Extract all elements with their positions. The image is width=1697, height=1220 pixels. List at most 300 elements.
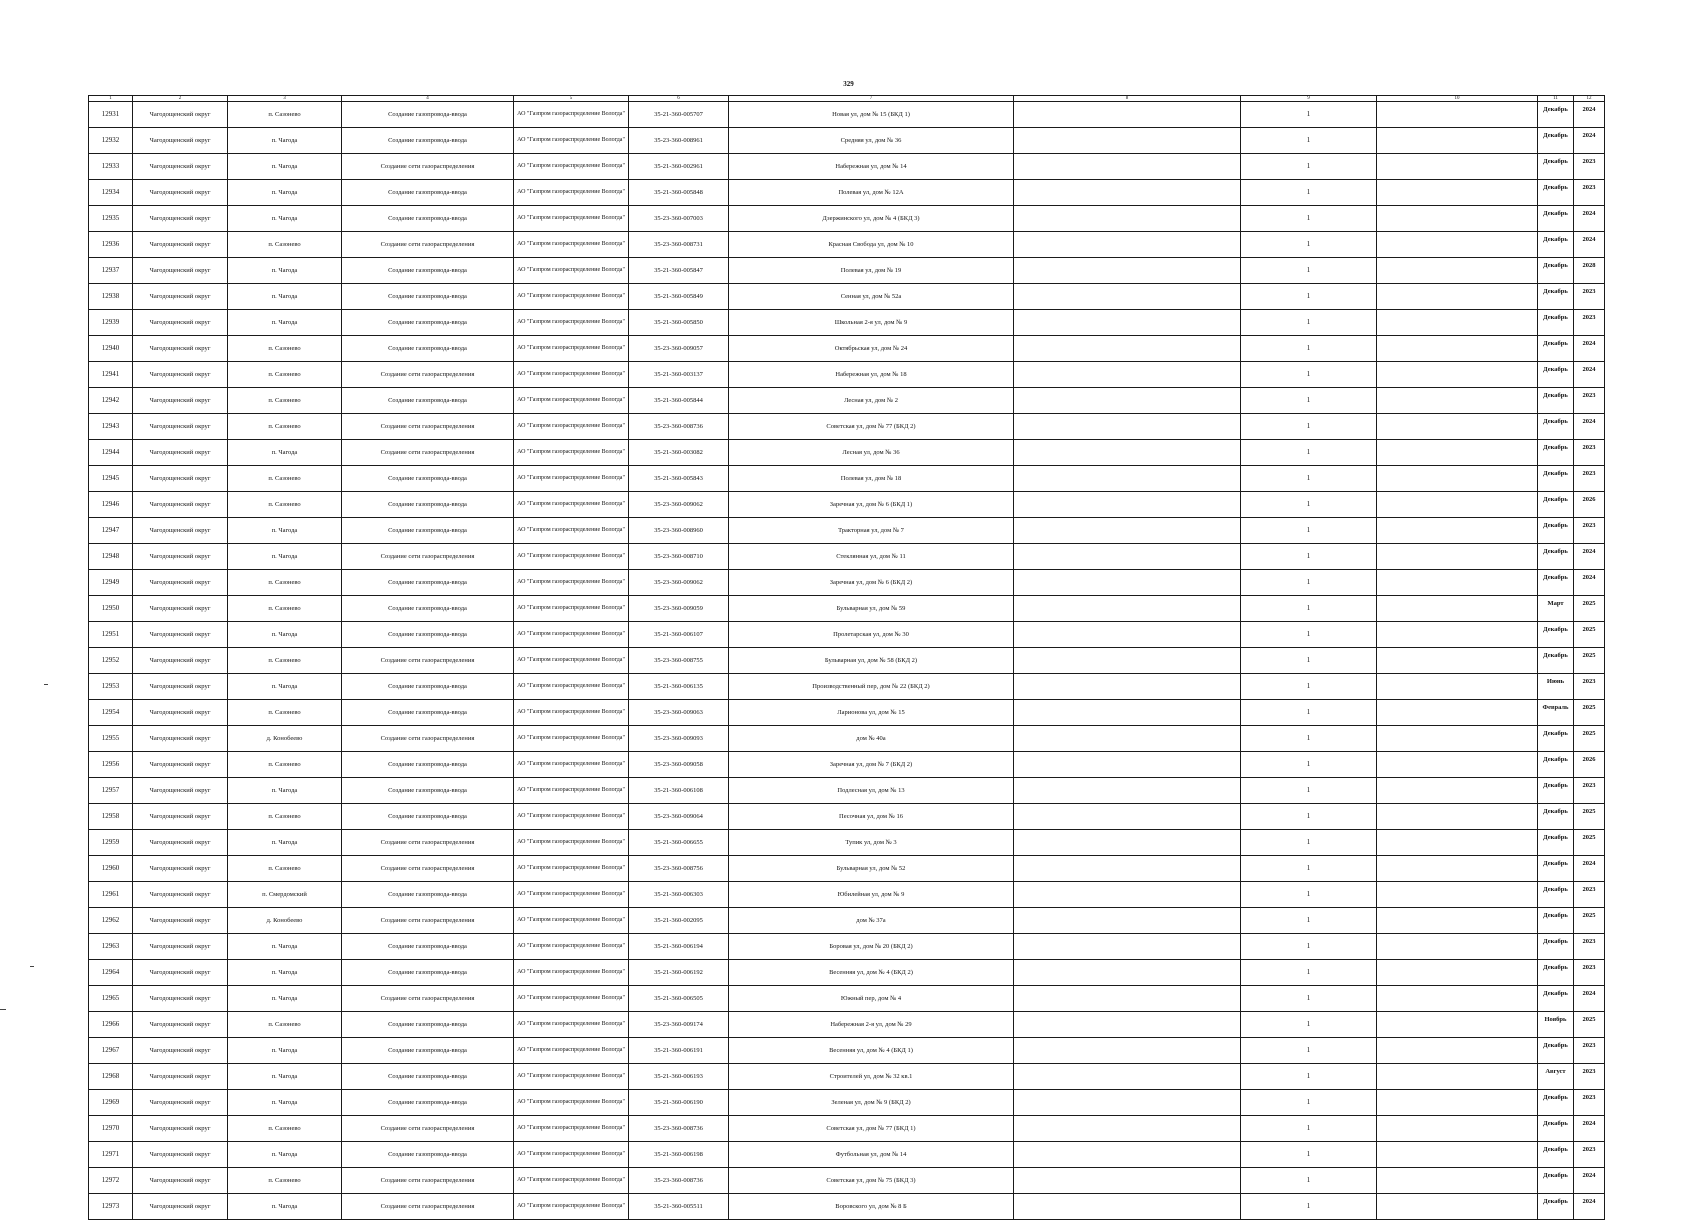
month-cell: Декабрь xyxy=(1538,986,1574,1012)
year-cell: 2023 xyxy=(1574,1064,1605,1090)
district-cell: Чагодощенский округ xyxy=(133,518,228,544)
column-8-cell xyxy=(1014,1012,1241,1038)
year-cell: 2026 xyxy=(1574,492,1605,518)
year-cell: 2024 xyxy=(1574,232,1605,258)
year-cell: 2023 xyxy=(1574,440,1605,466)
column-10-cell xyxy=(1377,830,1538,856)
month-cell: Декабрь xyxy=(1538,336,1574,362)
table-row xyxy=(89,726,1605,752)
object-code-cell: 35-23-360-009058 xyxy=(629,752,729,778)
year-cell: 2023 xyxy=(1574,518,1605,544)
district-cell: Чагодощенский округ xyxy=(133,1090,228,1116)
object-code-cell: 35-21-360-006107 xyxy=(629,622,729,648)
address-cell: Стеклянная ул, дом № 11 xyxy=(729,544,1014,570)
settlement-cell: д. Конобеево xyxy=(228,908,342,934)
address-cell: Заречная ул, дом № 7 (БКД 2) xyxy=(729,752,1014,778)
district-cell: Чагодощенский округ xyxy=(133,570,228,596)
column-8-cell xyxy=(1014,648,1241,674)
organization-cell: АО "Газпром газораспределение Вологда" xyxy=(514,1064,629,1090)
settlement-cell: п. Сазонево xyxy=(228,700,342,726)
year-cell: 2023 xyxy=(1574,960,1605,986)
work-type-cell: Создание сети газораспределения xyxy=(342,830,514,856)
table-row xyxy=(89,674,1605,700)
year-cell: 2023 xyxy=(1574,310,1605,336)
row-number-cell: 12933 xyxy=(89,154,133,180)
district-cell: Чагодощенский округ xyxy=(133,778,228,804)
row-number-cell: 12960 xyxy=(89,856,133,882)
month-cell: Декабрь xyxy=(1538,180,1574,206)
district-cell: Чагодощенский округ xyxy=(133,726,228,752)
district-cell: Чагодощенский округ xyxy=(133,1038,228,1064)
column-10-cell xyxy=(1377,1038,1538,1064)
district-cell: Чагодощенский округ xyxy=(133,960,228,986)
month-cell: Декабрь xyxy=(1538,1142,1574,1168)
table-row xyxy=(89,1194,1605,1220)
quantity-cell: 1 xyxy=(1241,908,1377,934)
address-cell: Подлесная ул, дом № 13 xyxy=(729,778,1014,804)
table-row xyxy=(89,336,1605,362)
settlement-cell: п. Чагода xyxy=(228,1038,342,1064)
year-cell: 2024 xyxy=(1574,986,1605,1012)
quantity-cell: 1 xyxy=(1241,102,1377,128)
year-cell: 2024 xyxy=(1574,544,1605,570)
district-cell: Чагодощенский округ xyxy=(133,388,228,414)
organization-cell: АО "Газпром газораспределение Вологда" xyxy=(514,934,629,960)
column-header: 1 xyxy=(89,96,133,102)
column-8-cell xyxy=(1014,882,1241,908)
month-cell: Ноябрь xyxy=(1538,1012,1574,1038)
quantity-cell: 1 xyxy=(1241,1090,1377,1116)
object-code-cell: 35-23-360-009062 xyxy=(629,570,729,596)
year-cell: 2024 xyxy=(1574,1116,1605,1142)
row-number-cell: 12963 xyxy=(89,934,133,960)
column-10-cell xyxy=(1377,388,1538,414)
district-cell: Чагодощенский округ xyxy=(133,648,228,674)
work-type-cell: Создание газопровода-ввода xyxy=(342,570,514,596)
organization-cell: АО "Газпром газораспределение Вологда" xyxy=(514,648,629,674)
column-10-cell xyxy=(1377,232,1538,258)
column-10-cell xyxy=(1377,466,1538,492)
column-10-cell xyxy=(1377,1168,1538,1194)
district-cell: Чагодощенский округ xyxy=(133,908,228,934)
column-8-cell xyxy=(1014,960,1241,986)
organization-cell: АО "Газпром газораспределение Вологда" xyxy=(514,388,629,414)
column-header: 10 xyxy=(1377,96,1538,102)
address-cell: Полевая ул, дом № 18 xyxy=(729,466,1014,492)
row-number-cell: 12965 xyxy=(89,986,133,1012)
row-number-cell: 12967 xyxy=(89,1038,133,1064)
year-cell: 2024 xyxy=(1574,1194,1605,1220)
quantity-cell: 1 xyxy=(1241,960,1377,986)
quantity-cell: 1 xyxy=(1241,492,1377,518)
settlement-cell: п. Сазонево xyxy=(228,648,342,674)
quantity-cell: 1 xyxy=(1241,440,1377,466)
column-8-cell xyxy=(1014,1090,1241,1116)
table-row xyxy=(89,700,1605,726)
quantity-cell: 1 xyxy=(1241,1142,1377,1168)
work-type-cell: Создание газопровода-ввода xyxy=(342,128,514,154)
quantity-cell: 1 xyxy=(1241,206,1377,232)
work-type-cell: Создание газопровода-ввода xyxy=(342,596,514,622)
month-cell: Март xyxy=(1538,596,1574,622)
table-row xyxy=(89,1116,1605,1142)
year-cell: 2024 xyxy=(1574,336,1605,362)
settlement-cell: п. Чагода xyxy=(228,518,342,544)
column-8-cell xyxy=(1014,206,1241,232)
object-code-cell: 35-23-360-009062 xyxy=(629,492,729,518)
address-cell: Октябрьская ул, дом № 24 xyxy=(729,336,1014,362)
month-cell: Декабрь xyxy=(1538,934,1574,960)
month-cell: Декабрь xyxy=(1538,232,1574,258)
object-code-cell: 35-21-360-005849 xyxy=(629,284,729,310)
row-number-cell: 12937 xyxy=(89,258,133,284)
district-cell: Чагодощенский округ xyxy=(133,232,228,258)
column-8-cell xyxy=(1014,258,1241,284)
table-row xyxy=(89,1038,1605,1064)
quantity-cell: 1 xyxy=(1241,362,1377,388)
row-number-cell: 12940 xyxy=(89,336,133,362)
work-type-cell: Создание сети газораспределения xyxy=(342,362,514,388)
table-row xyxy=(89,258,1605,284)
month-cell: Декабрь xyxy=(1538,414,1574,440)
year-cell: 2023 xyxy=(1574,466,1605,492)
month-cell: Февраль xyxy=(1538,700,1574,726)
row-number-cell: 12935 xyxy=(89,206,133,232)
year-cell: 2026 xyxy=(1574,752,1605,778)
column-8-cell xyxy=(1014,440,1241,466)
column-8-cell xyxy=(1014,518,1241,544)
column-8-cell xyxy=(1014,362,1241,388)
column-10-cell xyxy=(1377,206,1538,232)
row-number-cell: 12971 xyxy=(89,1142,133,1168)
table-row xyxy=(89,154,1605,180)
organization-cell: АО "Газпром газораспределение Вологда" xyxy=(514,336,629,362)
column-header: 9 xyxy=(1241,96,1377,102)
month-cell: Декабрь xyxy=(1538,154,1574,180)
organization-cell: АО "Газпром газораспределение Вологда" xyxy=(514,960,629,986)
column-8-cell xyxy=(1014,726,1241,752)
column-10-cell xyxy=(1377,1194,1538,1220)
column-8-cell xyxy=(1014,544,1241,570)
object-code-cell: 35-23-360-008961 xyxy=(629,128,729,154)
column-8-cell xyxy=(1014,830,1241,856)
settlement-cell: п. Сазонево xyxy=(228,362,342,388)
settlement-cell: п. Сазонево xyxy=(228,570,342,596)
district-cell: Чагодощенский округ xyxy=(133,986,228,1012)
month-cell: Декабрь xyxy=(1538,258,1574,284)
column-8-cell xyxy=(1014,986,1241,1012)
work-type-cell: Создание газопровода-ввода xyxy=(342,1064,514,1090)
address-cell: Набережная ул, дом № 18 xyxy=(729,362,1014,388)
settlement-cell: п. Чагода xyxy=(228,180,342,206)
column-10-cell xyxy=(1377,934,1538,960)
table-row xyxy=(89,1012,1605,1038)
address-cell: Весенняя ул, дом № 4 (БКД 2) xyxy=(729,960,1014,986)
address-cell: Лесная ул, дом № 36 xyxy=(729,440,1014,466)
year-cell: 2023 xyxy=(1574,180,1605,206)
address-cell: Футбольная ул, дом № 14 xyxy=(729,1142,1014,1168)
object-code-cell: 35-23-360-007003 xyxy=(629,206,729,232)
settlement-cell: п. Чагода xyxy=(228,258,342,284)
year-cell: 2023 xyxy=(1574,284,1605,310)
district-cell: Чагодощенский округ xyxy=(133,1142,228,1168)
address-cell: Производственный пер, дом № 22 (БКД 2) xyxy=(729,674,1014,700)
month-cell: Август xyxy=(1538,1064,1574,1090)
row-number-cell: 12961 xyxy=(89,882,133,908)
district-cell: Чагодощенский округ xyxy=(133,206,228,232)
column-8-cell xyxy=(1014,752,1241,778)
row-number-cell: 12943 xyxy=(89,414,133,440)
year-cell: 2023 xyxy=(1574,1090,1605,1116)
year-cell: 2023 xyxy=(1574,1142,1605,1168)
object-code-cell: 35-21-360-006655 xyxy=(629,830,729,856)
address-cell: Заречная ул, дом № 6 (БКД 2) xyxy=(729,570,1014,596)
row-number-cell: 12942 xyxy=(89,388,133,414)
organization-cell: АО "Газпром газораспределение Вологда" xyxy=(514,1194,629,1220)
object-code-cell: 35-23-360-008710 xyxy=(629,544,729,570)
quantity-cell: 1 xyxy=(1241,830,1377,856)
month-cell: Декабрь xyxy=(1538,466,1574,492)
object-code-cell: 35-21-360-006194 xyxy=(629,934,729,960)
address-cell: Школьная 2-я ул, дом № 9 xyxy=(729,310,1014,336)
column-10-cell xyxy=(1377,570,1538,596)
address-cell: Воровского ул, дом № 8 Б xyxy=(729,1194,1014,1220)
object-code-cell: 35-21-360-006190 xyxy=(629,1090,729,1116)
district-cell: Чагодощенский округ xyxy=(133,674,228,700)
organization-cell: АО "Газпром газораспределение Вологда" xyxy=(514,752,629,778)
address-cell: Бульварная ул, дом № 52 xyxy=(729,856,1014,882)
year-cell: 2025 xyxy=(1574,648,1605,674)
settlement-cell: п. Чагода xyxy=(228,1194,342,1220)
work-type-cell: Создание газопровода-ввода xyxy=(342,518,514,544)
quantity-cell: 1 xyxy=(1241,804,1377,830)
row-number-cell: 12932 xyxy=(89,128,133,154)
object-code-cell: 35-21-360-002095 xyxy=(629,908,729,934)
work-type-cell: Создание сети газораспределения xyxy=(342,856,514,882)
quantity-cell: 1 xyxy=(1241,726,1377,752)
district-cell: Чагодощенский округ xyxy=(133,700,228,726)
district-cell: Чагодощенский округ xyxy=(133,596,228,622)
work-type-cell: Создание газопровода-ввода xyxy=(342,102,514,128)
row-number-cell: 12949 xyxy=(89,570,133,596)
month-cell: Декабрь xyxy=(1538,830,1574,856)
work-type-cell: Создание сети газораспределения xyxy=(342,986,514,1012)
object-code-cell: 35-23-360-009059 xyxy=(629,596,729,622)
row-number-cell: 12957 xyxy=(89,778,133,804)
row-number-cell: 12950 xyxy=(89,596,133,622)
address-cell: Тракторная ул, дом № 7 xyxy=(729,518,1014,544)
column-8-cell xyxy=(1014,154,1241,180)
column-header: 5 xyxy=(514,96,629,102)
column-header: 12 xyxy=(1574,96,1605,102)
column-8-cell xyxy=(1014,284,1241,310)
settlement-cell: п. Сазонево xyxy=(228,596,342,622)
work-type-cell: Создание газопровода-ввода xyxy=(342,674,514,700)
table-row xyxy=(89,830,1605,856)
object-code-cell: 35-23-360-009064 xyxy=(629,804,729,830)
organization-cell: АО "Газпром газораспределение Вологда" xyxy=(514,726,629,752)
work-type-cell: Создание сети газораспределения xyxy=(342,1194,514,1220)
table-row xyxy=(89,518,1605,544)
month-cell: Декабрь xyxy=(1538,206,1574,232)
organization-cell: АО "Газпром газораспределение Вологда" xyxy=(514,830,629,856)
month-cell: Декабрь xyxy=(1538,518,1574,544)
organization-cell: АО "Газпром газораспределение Вологда" xyxy=(514,544,629,570)
object-code-cell: 35-21-360-006191 xyxy=(629,1038,729,1064)
work-type-cell: Создание сети газораспределения xyxy=(342,1168,514,1194)
year-cell: 2028 xyxy=(1574,258,1605,284)
year-cell: 2025 xyxy=(1574,726,1605,752)
work-type-cell: Создание газопровода-ввода xyxy=(342,700,514,726)
object-code-cell: 35-21-360-005848 xyxy=(629,180,729,206)
table-row xyxy=(89,986,1605,1012)
month-cell: Декабрь xyxy=(1538,1194,1574,1220)
column-header: 3 xyxy=(228,96,342,102)
organization-cell: АО "Газпром газораспределение Вологда" xyxy=(514,1038,629,1064)
address-cell: Тупик ул, дом № 3 xyxy=(729,830,1014,856)
settlement-cell: п. Чагода xyxy=(228,154,342,180)
district-cell: Чагодощенский округ xyxy=(133,154,228,180)
column-10-cell xyxy=(1377,492,1538,518)
object-code-cell: 35-21-360-005850 xyxy=(629,310,729,336)
settlement-cell: п. Чагода xyxy=(228,622,342,648)
organization-cell: АО "Газпром газораспределение Вологда" xyxy=(514,492,629,518)
organization-cell: АО "Газпром газораспределение Вологда" xyxy=(514,466,629,492)
organization-cell: АО "Газпром газораспределение Вологда" xyxy=(514,882,629,908)
table-row xyxy=(89,1064,1605,1090)
work-type-cell: Создание газопровода-ввода xyxy=(342,960,514,986)
year-cell: 2023 xyxy=(1574,1038,1605,1064)
settlement-cell: п. Сазонево xyxy=(228,466,342,492)
year-cell: 2024 xyxy=(1574,856,1605,882)
work-type-cell: Создание газопровода-ввода xyxy=(342,258,514,284)
settlement-cell: п. Сазонево xyxy=(228,1116,342,1142)
table-row xyxy=(89,804,1605,830)
work-type-cell: Создание сети газораспределения xyxy=(342,648,514,674)
work-type-cell: Создание сети газораспределения xyxy=(342,908,514,934)
quantity-cell: 1 xyxy=(1241,310,1377,336)
table-row xyxy=(89,596,1605,622)
object-code-cell: 35-23-360-008736 xyxy=(629,414,729,440)
data-table xyxy=(88,95,1605,1220)
settlement-cell: п. Чагода xyxy=(228,986,342,1012)
settlement-cell: п. Чагода xyxy=(228,960,342,986)
table-row xyxy=(89,908,1605,934)
district-cell: Чагодощенский округ xyxy=(133,362,228,388)
page-number: 329 xyxy=(843,80,854,88)
work-type-cell: Создание сети газораспределения xyxy=(342,414,514,440)
year-cell: 2023 xyxy=(1574,778,1605,804)
settlement-cell: п. Чагода xyxy=(228,440,342,466)
settlement-cell: п. Чагода xyxy=(228,1142,342,1168)
quantity-cell: 1 xyxy=(1241,1116,1377,1142)
month-cell: Декабрь xyxy=(1538,310,1574,336)
month-cell: Декабрь xyxy=(1538,128,1574,154)
column-8-cell xyxy=(1014,1116,1241,1142)
object-code-cell: 35-21-360-005707 xyxy=(629,102,729,128)
address-cell: Юбилейная ул, дом № 9 xyxy=(729,882,1014,908)
row-number-cell: 12970 xyxy=(89,1116,133,1142)
row-number-cell: 12936 xyxy=(89,232,133,258)
column-10-cell xyxy=(1377,752,1538,778)
year-cell: 2025 xyxy=(1574,804,1605,830)
column-8-cell xyxy=(1014,804,1241,830)
organization-cell: АО "Газпром газораспределение Вологда" xyxy=(514,518,629,544)
work-type-cell: Создание сети газораспределения xyxy=(342,154,514,180)
column-8-cell xyxy=(1014,934,1241,960)
column-10-cell xyxy=(1377,128,1538,154)
month-cell: Декабрь xyxy=(1538,570,1574,596)
settlement-cell: п. Сазонево xyxy=(228,336,342,362)
district-cell: Чагодощенский округ xyxy=(133,882,228,908)
address-cell: Сенная ул, дом № 52а xyxy=(729,284,1014,310)
month-cell: Декабрь xyxy=(1538,492,1574,518)
settlement-cell: п. Сазонево xyxy=(228,752,342,778)
work-type-cell: Создание газопровода-ввода xyxy=(342,310,514,336)
address-cell: Весенняя ул, дом № 4 (БКД 1) xyxy=(729,1038,1014,1064)
work-type-cell: Создание сети газораспределения xyxy=(342,232,514,258)
work-type-cell: Создание газопровода-ввода xyxy=(342,466,514,492)
month-cell: Декабрь xyxy=(1538,284,1574,310)
month-cell: Декабрь xyxy=(1538,362,1574,388)
quantity-cell: 1 xyxy=(1241,128,1377,154)
object-code-cell: 35-23-360-008756 xyxy=(629,856,729,882)
column-8-cell xyxy=(1014,622,1241,648)
year-cell: 2023 xyxy=(1574,882,1605,908)
work-type-cell: Создание газопровода-ввода xyxy=(342,882,514,908)
address-cell: Заречная ул, дом № 6 (БКД 1) xyxy=(729,492,1014,518)
column-8-cell xyxy=(1014,336,1241,362)
table-row xyxy=(89,882,1605,908)
quantity-cell: 1 xyxy=(1241,622,1377,648)
district-cell: Чагодощенский округ xyxy=(133,284,228,310)
address-cell: Бульварная ул, дом № 59 xyxy=(729,596,1014,622)
work-type-cell: Создание газопровода-ввода xyxy=(342,388,514,414)
month-cell: Декабрь xyxy=(1538,726,1574,752)
district-cell: Чагодощенский округ xyxy=(133,466,228,492)
address-cell: дом № 37а xyxy=(729,908,1014,934)
settlement-cell: п. Чагода xyxy=(228,674,342,700)
scan-mark xyxy=(0,1009,6,1010)
quantity-cell: 1 xyxy=(1241,284,1377,310)
month-cell: Декабрь xyxy=(1538,622,1574,648)
month-cell: Декабрь xyxy=(1538,102,1574,128)
column-8-cell xyxy=(1014,388,1241,414)
organization-cell: АО "Газпром газораспределение Вологда" xyxy=(514,206,629,232)
table-row xyxy=(89,570,1605,596)
organization-cell: АО "Газпром газораспределение Вологда" xyxy=(514,570,629,596)
quantity-cell: 1 xyxy=(1241,674,1377,700)
settlement-cell: п. Чагода xyxy=(228,284,342,310)
row-number-cell: 12972 xyxy=(89,1168,133,1194)
settlement-cell: п. Чагода xyxy=(228,206,342,232)
object-code-cell: 35-23-360-008731 xyxy=(629,232,729,258)
column-8-cell xyxy=(1014,674,1241,700)
organization-cell: АО "Газпром газораспределение Вологда" xyxy=(514,1116,629,1142)
quantity-cell: 1 xyxy=(1241,778,1377,804)
settlement-cell: п. Смердомский xyxy=(228,882,342,908)
column-8-cell xyxy=(1014,856,1241,882)
object-code-cell: 35-21-360-006192 xyxy=(629,960,729,986)
address-cell: Полевая ул, дом № 19 xyxy=(729,258,1014,284)
quantity-cell: 1 xyxy=(1241,752,1377,778)
year-cell: 2024 xyxy=(1574,206,1605,232)
district-cell: Чагодощенский округ xyxy=(133,934,228,960)
table-row xyxy=(89,206,1605,232)
quantity-cell: 1 xyxy=(1241,1194,1377,1220)
column-10-cell xyxy=(1377,102,1538,128)
table-row xyxy=(89,284,1605,310)
